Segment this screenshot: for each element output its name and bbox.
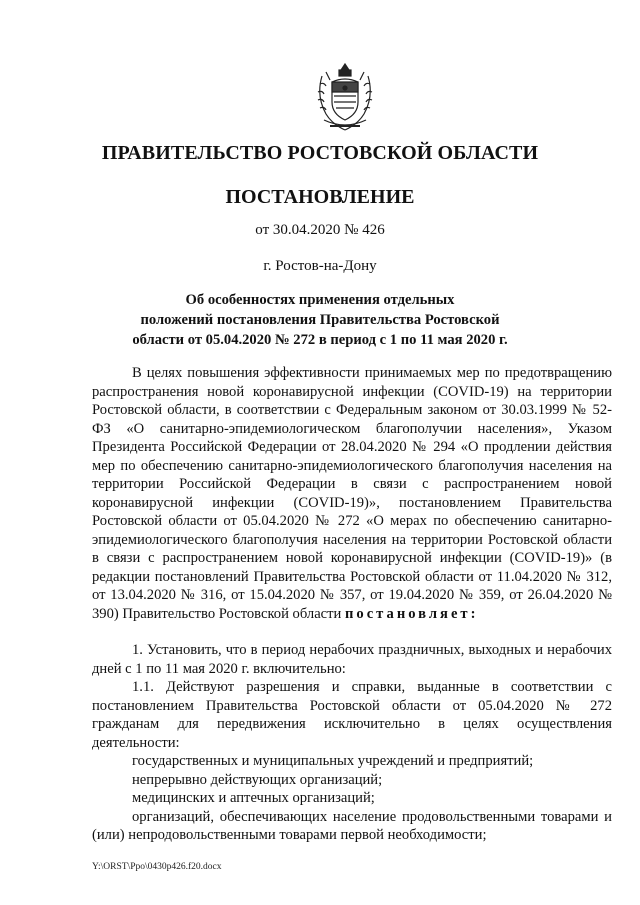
coat-of-arms-emblem <box>310 60 380 136</box>
subject-line: Об особенностях применения отдельных <box>185 292 455 308</box>
preamble-paragraph <box>92 364 612 623</box>
item-1-1-paragraph: 1.1. Действуют разрешения и справки, выданные в соответствии с постановлением Правительства Ростовской области от 05.04.2020 № 272 гражданам для передвижения исключительно в целях осуществления деятельности: <box>92 679 612 751</box>
file-path-footer: Y:\ORST\Ppo\0430p426.f20.docx <box>92 862 222 872</box>
list-item: непрерывно действующих организаций; <box>132 771 383 788</box>
preamble-text: В целях повышения эффективности принимаемых мер по предотвращению распространения новой коронавирусной инфекции (COVID-19) на территории Ростовской области, в соответствии с Федеральным законом от 30.03.1999 № 52-ФЗ «О санитарно-эпидемиологическом благополучии населения», Указом Президента Российской Федерации от 28.04.2020 № 294 «О продлении действия мер по обеспечению санитарно-эпидемиологического благополучия населения на территории Российской Федерации в связи с распространением новой коронавирусной инфекции (COVID-19)», постановлением Правительства Ростовской области от 05.04.2020 № 272 «О мерах по обеспечению санитарно-эпидемиологического благополучия населения на территории Ростовской области в связи с распространением новой коронавирусной инфекции (COVID-19)» (в редакции постановлений Правительства Ростовской области от 11.04.2020 № 312, от 13.04.2020 № 316, от 15.04.2020 № 357, от 19.04.2020 № 359, от 26.04.2020 № 390) Правительство Ростовской области <box>92 365 612 622</box>
subject-line: области от 05.04.2020 № 272 в период с 1 по 11 мая 2020 г. <box>132 332 508 348</box>
resolves-word: постановляет: <box>345 605 479 622</box>
date-and-number: от 30.04.2020 № 426 <box>255 222 385 238</box>
list-item: государственных и муниципальных учреждений и предприятий; <box>132 753 534 769</box>
subject-line: положений постановления Правительства Ростовской <box>140 312 500 328</box>
document-type-title: ПОСТАНОВЛЕНИЕ <box>225 186 415 208</box>
list-item: организаций, обеспечивающих население продовольственными товарами и (или) непродовольственными товарами первой необходимости; <box>92 808 612 843</box>
item-1-paragraph: 1. Установить, что в период нерабочих праздничных, выходных и нерабочих дней с 1 по 11 мая 2020 г. включительно: <box>92 642 612 677</box>
document-body <box>92 364 612 845</box>
government-title: ПРАВИТЕЛЬСТВО РОСТОВСКОЙ ОБЛАСТИ <box>101 142 539 164</box>
document-subject <box>0 290 640 350</box>
city: г. Ростов-на-Дону <box>263 258 377 274</box>
list-item: медицинских и аптечных организаций; <box>132 790 375 806</box>
